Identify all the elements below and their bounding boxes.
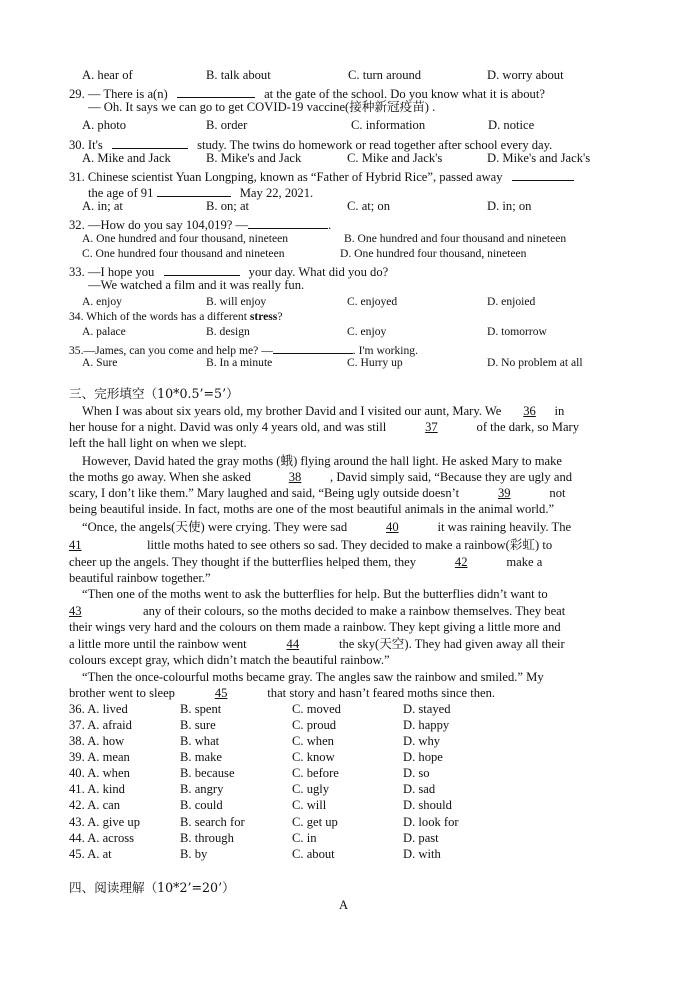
blank-37[interactable]: 37 (425, 420, 438, 434)
passage-line: her house for a night. David was only 4 years old, and was still 37 of the dark, so Mary (69, 420, 580, 434)
q32-stem: 32. —How do you say 104,019? — . (69, 215, 331, 234)
q32-option-b[interactable]: B. One hundred and four thousand and nineteen (344, 232, 567, 245)
q30-stem-post: study. The twins do homework or read together after school every day. (197, 138, 553, 152)
option-44-c[interactable]: C. in (292, 831, 317, 845)
q28-option-d[interactable]: D. worry about (487, 68, 564, 82)
option-42-d[interactable]: D. should (403, 798, 452, 812)
option-36-b[interactable]: B. spent (180, 702, 222, 716)
option-44-d[interactable]: D. past (403, 831, 439, 845)
q33-stem-post: your day. What did you do? (248, 265, 389, 279)
option-38-b[interactable]: B. what (180, 734, 220, 748)
passage-line: “Then the once-colourful moths became gray. The angles saw the rainbow and smiled.” My (82, 670, 544, 684)
q33-line2: —We watched a film and it was really fun. (88, 278, 305, 292)
option-41-a[interactable]: 41. A. kind (69, 782, 125, 796)
passage-line: However, David hated the gray moths (蛾) flying around the hall light. He asked Mary to make (82, 454, 563, 468)
blank-40[interactable]: 40 (386, 520, 399, 534)
passage-line: scary, I don’t like them.” Mary laughed and said, “Being ugly outside doesn’t 39 not (69, 486, 566, 500)
q29-stem-pre: 29. — There is a(n) (69, 87, 168, 101)
passage-line: beautiful rainbow together.” (69, 571, 211, 585)
option-42-b[interactable]: B. could (180, 798, 223, 812)
q31-line2-a: the age of 91 (88, 186, 154, 200)
q29-option-a[interactable]: A. photo (82, 118, 127, 132)
passage-line: brother went to sleep 45 that story and hasn’t feared moths since then. (69, 686, 496, 700)
q31-line1: 31. Chinese scientist Yuan Longping, known as “Father of Hybrid Rice”, passed away (69, 170, 503, 184)
q35-answer-blank[interactable] (273, 340, 353, 354)
passage-line: being beautiful inside. In fact, moths are one of the most beautiful animals in the animal world.” (69, 502, 555, 516)
passage-a-label: A (339, 898, 349, 912)
option-41-d[interactable]: D. sad (403, 782, 436, 796)
q31-answer-blank-2[interactable] (157, 183, 231, 197)
option-45-a[interactable]: 45. A. at (69, 847, 112, 861)
passage-line: 43 any of their colours, so the moths decided to make a rainbow themselves. They beat (69, 604, 566, 618)
passage-line: their wings very hard and the colours on them made a rainbow. They kept giving a little more and (69, 620, 561, 634)
blank-43[interactable]: 43 (69, 604, 82, 618)
q34-stem-post: ? (277, 310, 283, 323)
q31-line2-b: May 22, 2021. (239, 186, 314, 200)
passage-line: When I was about six years old, my brother David and I visited our aunt, Mary. We 36 in (82, 404, 565, 418)
passage-line: “Once, the angels(天使) were crying. They were sad 40 it was raining heavily. The (82, 520, 572, 534)
passage-line: colours except gray, which didn’t match the beautiful rainbow.” (69, 653, 390, 667)
blank-41[interactable]: 41 (69, 538, 82, 552)
option-45-b[interactable]: B. by (180, 847, 208, 861)
blank-45[interactable]: 45 (214, 686, 228, 700)
option-37-a[interactable]: 37. A. afraid (69, 718, 132, 732)
q33-option-a[interactable]: A. enjoy (82, 295, 122, 308)
option-44-a[interactable]: 44. A. across (69, 831, 135, 845)
option-36-c[interactable]: C. moved (292, 702, 341, 716)
option-40-c[interactable]: C. before (292, 766, 339, 780)
q32-answer-blank[interactable] (248, 215, 328, 229)
passage-line: cheer up the angels. They thought if the butterflies helped them, they 42 make a (69, 555, 543, 569)
q33-answer-blank[interactable] (164, 262, 240, 276)
q35-option-b[interactable]: B. In a minute (206, 356, 273, 369)
q30-stem-pre: 30. It's (69, 138, 103, 152)
blank-38[interactable]: 38 (288, 470, 302, 484)
option-40-d[interactable]: D. so (403, 766, 430, 780)
blank-42[interactable]: 42 (454, 555, 468, 569)
passage-line: “Then one of the moths went to ask the butterflies for help. But the butterflies didn’t want to (82, 587, 548, 601)
passage-line: a little more until the rainbow went 44 the sky(天空). They had given away all their (69, 637, 565, 651)
option-43-d[interactable]: D. look for (403, 815, 459, 829)
q32-text: 32. —How do you say 104,019? — (69, 218, 249, 232)
option-39-c[interactable]: C. know (292, 750, 335, 764)
section3-title: 三、完形填空（10*0.5’=5’） (69, 386, 239, 401)
q30-option-d[interactable]: D. Mike's and Jack's (487, 151, 591, 165)
option-43-a[interactable]: 43. A. give up (69, 815, 141, 829)
option-38-d[interactable]: D. why (403, 734, 441, 748)
q34-stem-pre: 34. Which of the words has a different (69, 310, 247, 323)
q31-option-d[interactable]: D. in; on (487, 199, 532, 213)
option-42-c[interactable]: C. will (292, 798, 327, 812)
passage-line: the moths go away. When she asked 38 , David simply said, “Because they are ugly and (69, 470, 573, 484)
q30-option-c[interactable]: C. Mike and Jack's (347, 151, 443, 165)
q32-option-d[interactable]: D. One hundred four thousand, nineteen (340, 247, 527, 260)
q28-option-b[interactable]: B. talk about (206, 68, 271, 82)
q31-answer-blank-1[interactable] (512, 167, 574, 181)
option-41-c[interactable]: C. ugly (292, 782, 330, 796)
option-43-c[interactable]: C. get up (292, 815, 338, 829)
option-38-a[interactable]: 38. A. how (69, 734, 125, 748)
passage-line: 41 little moths hated to see others so sad. They decided to make a rainbow(彩虹) to (69, 538, 553, 552)
q30-answer-blank[interactable] (112, 135, 188, 149)
q31-option-c[interactable]: C. at; on (347, 199, 391, 213)
q30-option-a[interactable]: A. Mike and Jack (82, 151, 171, 165)
q29-stem-post: at the gate of the school. Do you know what it is about? (264, 87, 545, 101)
q29-line2: — Oh. It says we can go to get COVID-19 vaccine(接种新冠疫苗) . (88, 100, 436, 114)
q34-option-b[interactable]: B. design (206, 325, 250, 338)
q35-option-d[interactable]: D. No problem at all (487, 356, 583, 369)
option-39-a[interactable]: 39. A. mean (69, 750, 130, 764)
option-45-c[interactable]: C. about (292, 847, 335, 861)
blank-44[interactable]: 44 (286, 637, 300, 651)
option-36-d[interactable]: D. stayed (403, 702, 451, 716)
q30-option-b[interactable]: B. Mike's and Jack (206, 151, 302, 165)
option-45-d[interactable]: D. with (403, 847, 441, 861)
q32-option-a[interactable]: A. One hundred and four thousand, nineteen (82, 232, 289, 245)
option-36-a[interactable]: 36. A. lived (69, 702, 128, 716)
q31-option-b[interactable]: B. on; at (206, 199, 250, 213)
q29-option-c[interactable]: C. information (351, 118, 426, 132)
option-39-d[interactable]: D. hope (403, 750, 443, 764)
option-43-b[interactable]: B. search for (180, 815, 245, 829)
q33-option-c[interactable]: C. enjoyed (347, 295, 398, 308)
q33-option-d[interactable]: D. enjoied (487, 295, 536, 308)
blank-36[interactable]: 36 (523, 404, 536, 418)
q33-option-b[interactable]: B. will enjoy (206, 295, 267, 308)
passage-line: left the hall light on when we slept. (69, 436, 247, 450)
q29-option-d[interactable]: D. notice (488, 118, 535, 132)
q34-option-d[interactable]: D. tomorrow (487, 325, 547, 338)
q29-answer-blank[interactable] (177, 84, 255, 98)
option-39-b[interactable]: B. make (180, 750, 222, 764)
q35-stem-pre: 35.—James, can you come and help me? — (69, 344, 273, 357)
option-37-d[interactable]: D. happy (403, 718, 450, 732)
q34-stem (69, 309, 282, 325)
option-41-b[interactable]: B. angry (180, 782, 224, 796)
section4-title: 四、阅读理解（10*2’=20’） (69, 880, 235, 895)
q31-option-a[interactable]: A. in; at (82, 199, 123, 213)
q34-stem-bold: stress (249, 310, 278, 323)
option-38-c[interactable]: C. when (292, 734, 334, 748)
option-37-c[interactable]: C. proud (292, 718, 337, 732)
q33-stem-pre: 33. —I hope you (69, 265, 155, 279)
q34-option-a[interactable]: A. palace (82, 325, 126, 338)
q32-option-c[interactable]: C. One hundred four thousand and nineteen (82, 247, 285, 260)
option-44-b[interactable]: B. through (180, 831, 234, 845)
blank-39[interactable]: 39 (497, 486, 511, 500)
q35-stem-post: . I'm working. (352, 344, 419, 357)
option-42-a[interactable]: 42. A. can (69, 798, 121, 812)
q29-option-b[interactable]: B. order (206, 118, 248, 132)
q28-option-a[interactable]: A. hear of (82, 68, 133, 82)
q35-option-c[interactable]: C. Hurry up (347, 356, 403, 369)
q28-option-c[interactable]: C. turn around (348, 68, 422, 82)
q34-option-c[interactable]: C. enjoy (347, 325, 387, 338)
option-40-b[interactable]: B. because (180, 766, 235, 780)
option-40-a[interactable]: 40. A. when (69, 766, 130, 780)
q35-option-a[interactable]: A. Sure (82, 356, 118, 369)
option-37-b[interactable]: B. sure (180, 718, 216, 732)
